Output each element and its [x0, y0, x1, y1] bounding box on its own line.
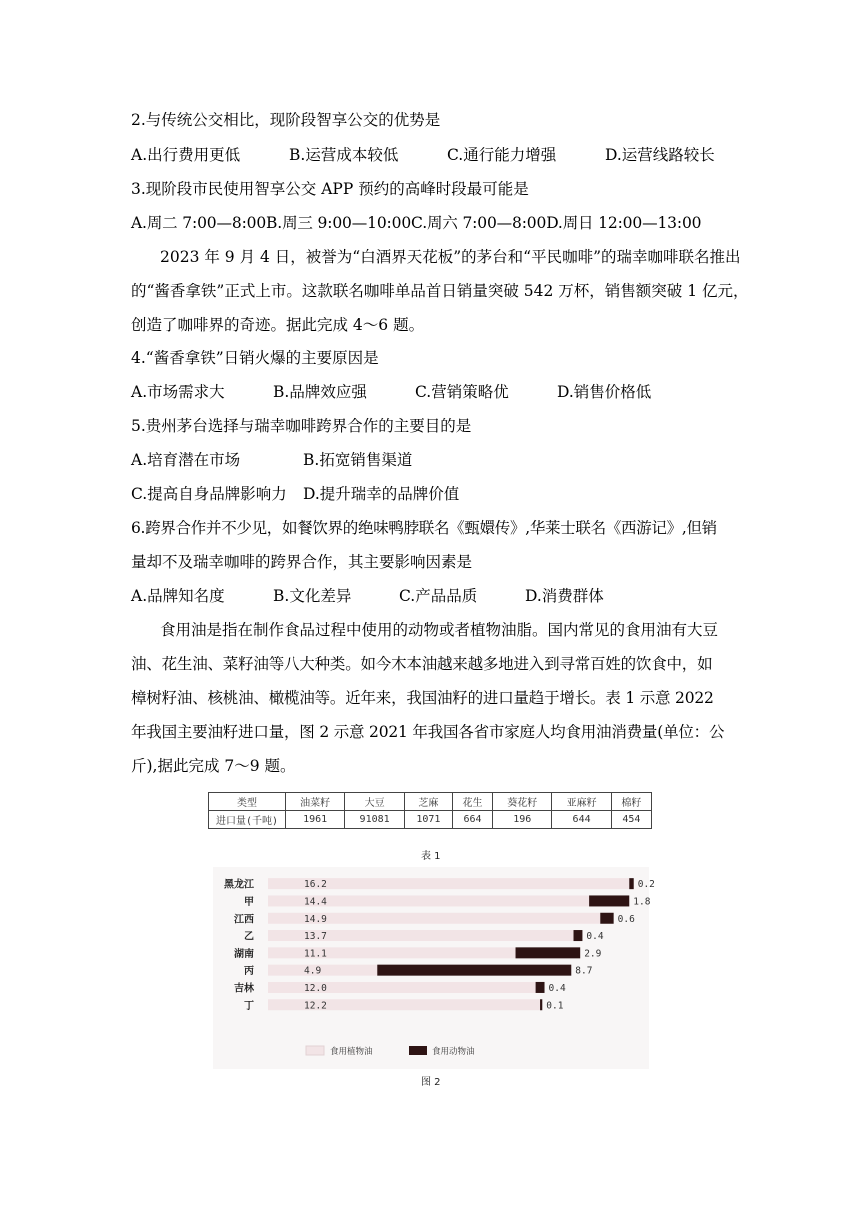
animal-oil-bar	[574, 930, 583, 941]
q6-option-c: C.产品品质	[399, 587, 478, 605]
animal-oil-value-label: 0.4	[586, 931, 604, 943]
animal-oil-bar	[536, 982, 545, 993]
animal-oil-bar	[629, 878, 633, 889]
table-caption: 表 1	[421, 851, 441, 862]
q2-option-a: A.出行费用更低	[131, 146, 241, 164]
q6-stem-line2: 量却不及瑞幸咖啡的跨界合作，其主要影响因素是	[131, 553, 473, 571]
animal-oil-value-label: 0.6	[617, 913, 635, 925]
table-header-cell: 大豆	[345, 793, 405, 811]
table-row-label: 进口量(千吨)	[209, 811, 286, 829]
animal-oil-value-label: 8.7	[575, 965, 593, 977]
animal-oil-value-label: 0.1	[546, 1000, 564, 1012]
animal-oil-value-label: 0.4	[548, 982, 566, 994]
passage2-line4: 年我国主要油籽进口量，图 2 示意 2021 年我国各省市家庭人均食用油消费量(单位：公	[131, 723, 725, 741]
q2-option-c: C.通行能力增强	[447, 146, 557, 164]
table-cell: 196	[493, 811, 552, 829]
oilseed-import-table	[208, 792, 652, 829]
q5-stem: 5.贵州茅台选择与瑞幸咖啡跨界合作的主要目的是	[131, 417, 472, 435]
legend-swatch-animal	[409, 1046, 427, 1055]
q6-option-a: A.品牌知名度	[131, 587, 225, 605]
plant-oil-value-label: 12.2	[304, 1000, 327, 1012]
table-cell: 664	[452, 811, 492, 829]
plant-oil-bar	[268, 965, 377, 976]
table-row	[209, 811, 652, 829]
q5-option-b: B.拓宽销售渠道	[303, 451, 413, 469]
table-cell: 1071	[404, 811, 452, 829]
plant-oil-value-label: 16.2	[304, 879, 327, 891]
q4-option-d: D.销售价格低	[557, 383, 652, 401]
legend-label-animal: 食用动物油	[432, 1047, 475, 1057]
oil-consumption-chart	[213, 867, 655, 1069]
q6-option-d: D.消费群体	[525, 587, 604, 605]
q5-option-c: C.提高自身品牌影响力	[131, 485, 287, 503]
table-header-cell: 芝麻	[404, 793, 452, 811]
table-header-cell: 棉籽	[611, 793, 651, 811]
table-cell: 91081	[345, 811, 405, 829]
animal-oil-bar	[600, 913, 613, 924]
animal-oil-bar	[377, 965, 571, 976]
plant-oil-value-label: 14.4	[304, 896, 327, 908]
plant-oil-value-label: 13.7	[304, 931, 327, 943]
table-header-cell: 亚麻籽	[552, 793, 611, 811]
table-header-cell: 油菜籽	[286, 793, 345, 811]
plant-oil-value-label: 11.1	[304, 948, 327, 960]
q4-stem: 4.“酱香拿铁”日销火爆的主要原因是	[131, 349, 379, 367]
category-label: 丁	[244, 1000, 254, 1012]
category-label: 丙	[244, 966, 254, 978]
passage1-line3: 创造了咖啡界的奇迹。据此完成 4～6 题。	[131, 316, 425, 334]
table-cell: 1961	[286, 811, 345, 829]
animal-oil-bar	[540, 999, 542, 1010]
table-header-label: 类型	[209, 793, 286, 811]
q4-option-c: C.营销策略优	[415, 383, 509, 401]
figure-caption: 图 2	[421, 1077, 441, 1088]
plant-oil-value-label: 12.0	[304, 982, 327, 994]
q6-option-b: B.文化差异	[273, 587, 352, 605]
animal-oil-value-label: 2.9	[584, 948, 602, 960]
q4-option-a: A.市场需求大	[131, 383, 225, 401]
passage1-line2: 的“酱香拿铁”正式上市。这款联名咖啡单品首日销量突破 542 万杯，销售额突破 1 亿元，	[131, 282, 749, 300]
chart-svg	[213, 867, 655, 1069]
category-label: 湖南	[234, 948, 254, 960]
passage2-line3: 樟树籽油、核桃油、橄榄油等。近年来，我国油籽的进口量趋于增长。表 1 示意 2022	[131, 689, 714, 707]
q2-option-d: D.运营线路较长	[605, 146, 715, 164]
animal-oil-bar	[589, 895, 629, 906]
table-header-row	[209, 793, 652, 811]
animal-oil-value-label: 1.8	[633, 896, 651, 908]
category-label: 吉林	[234, 983, 254, 995]
q2-stem: 2.与传统公交相比，现阶段智享公交的优势是	[131, 111, 441, 129]
q5-option-a: A.培育潜在市场	[131, 451, 241, 469]
q5-option-d: D.提升瑞幸的品牌价值	[303, 485, 460, 503]
q3-stem: 3.现阶段市民使用智享公交 APP 预约的高峰时段最可能是	[131, 180, 529, 198]
q6-stem-line1: 6.跨界合作并不少见，如餐饮界的绝味鸭脖联名《甄嬛传》,华莱士联名《西游记》,但销	[131, 519, 717, 537]
animal-oil-bar	[516, 947, 581, 958]
q4-option-b: B.品牌效应强	[273, 383, 367, 401]
category-label: 江西	[234, 914, 254, 926]
table-cell: 454	[611, 811, 651, 829]
plant-oil-value-label: 4.9	[304, 965, 322, 977]
table-header-cell: 花生	[452, 793, 492, 811]
plant-oil-value-label: 14.9	[304, 913, 327, 925]
legend-swatch-plant	[306, 1046, 324, 1055]
q3-options: A.周二 7:00—8:00B.周三 9:00—10:00C.周六 7:00—8:00D.周日 12:00—13:00	[131, 214, 702, 232]
table-cell: 644	[552, 811, 611, 829]
animal-oil-value-label: 0.2	[637, 879, 655, 891]
passage1-line1: 2023 年 9 月 4 日，被誉为“白酒界天花板”的茅台和“平民咖啡”的瑞幸咖啡联名推出	[160, 248, 741, 266]
category-label: 黑龙江	[224, 879, 254, 891]
q2-option-b: B.运营成本较低	[289, 146, 399, 164]
table-header-cell: 葵花籽	[493, 793, 552, 811]
passage2-line1: 食用油是指在制作食品过程中使用的动物或者植物油脂。国内常见的食用油有大豆	[160, 621, 719, 639]
passage2-line2: 油、花生油、菜籽油等八大种类。如今木本油越来越多地进入到寻常百姓的饮食中，如	[131, 655, 713, 673]
passage2-line5: 斤),据此完成 7～9 题。	[131, 757, 296, 775]
category-label: 甲	[244, 896, 254, 908]
category-label: 乙	[244, 931, 254, 943]
legend-label-plant: 食用植物油	[330, 1047, 373, 1057]
